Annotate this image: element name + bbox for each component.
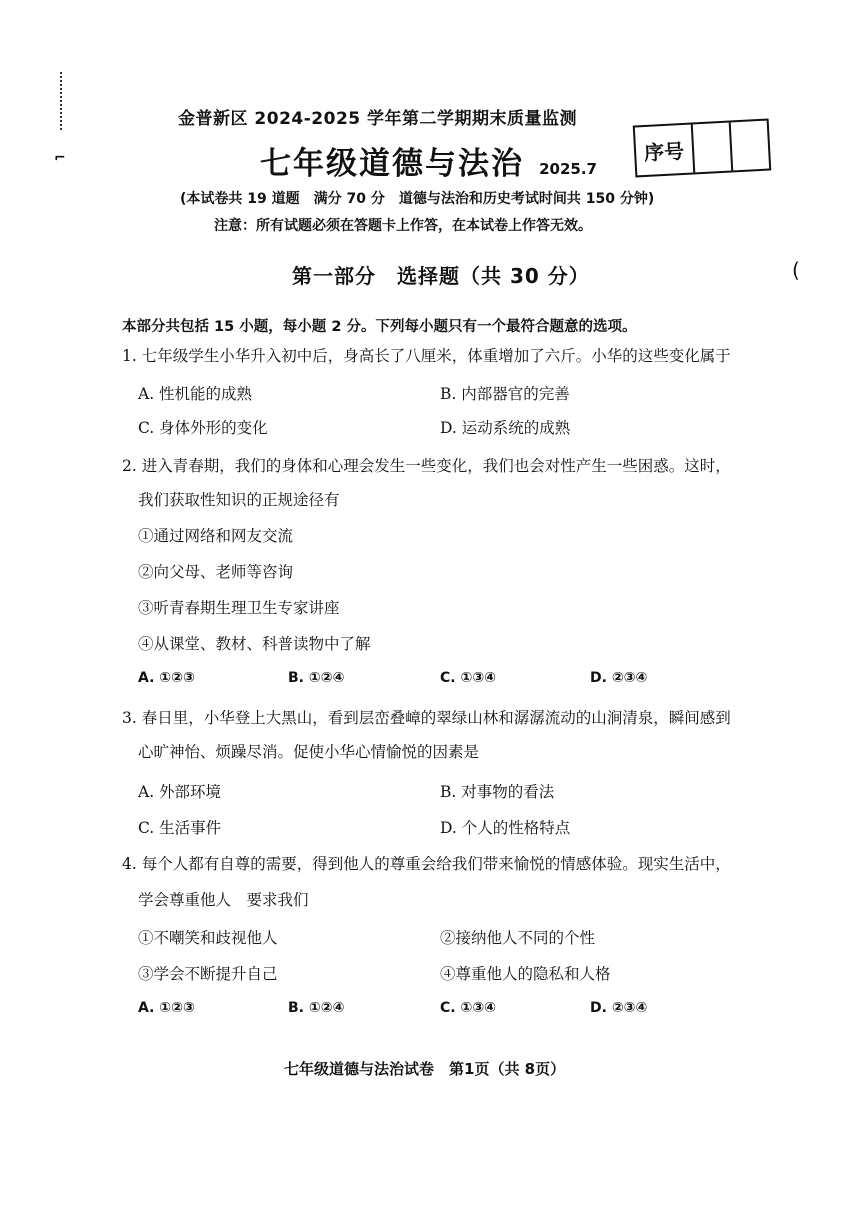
section-title: 第一部分 选择题（共 30 分） <box>292 264 590 288</box>
question-1-stem: 1. 七年级学生小华升入初中后，身高长了八厘米，体重增加了六斤。小华的这些变化属于 <box>122 347 731 365</box>
question-2-stem: 2. 进入青春期，我们的身体和心理会发生一些变化，我们也会对性产生一些困惑。这时， <box>122 457 731 475</box>
question-1-option-a: A. 性机能的成熟 <box>138 385 253 403</box>
serial-label: 序号 <box>635 124 695 175</box>
question-2-item-4: ④从课堂、教材、科普读物中了解 <box>138 635 371 653</box>
question-3-stem-cont: 心旷神怡、烦躁尽消。促使小华心情愉悦的因素是 <box>138 743 480 761</box>
question-4-option-b: B. ①②④ <box>288 1000 345 1016</box>
question-3-stem: 3. 春日里，小华登上大黑山，看到层峦叠嶂的翠绿山林和潺潺流动的山涧清泉，瞬间感到 <box>122 709 731 727</box>
question-3-option-a: A. 外部环境 <box>138 783 222 801</box>
title-row <box>260 138 597 183</box>
question-3-option-c: C. 生活事件 <box>138 819 222 837</box>
exam-date: 2025.7 <box>539 160 597 178</box>
question-1-option-b: B. 内部器官的完善 <box>440 385 570 403</box>
question-4-stem-cont: 学会尊重他人 要求我们 <box>138 891 309 909</box>
question-1-option-c: C. 身体外形的变化 <box>138 419 268 437</box>
margin-mark: ⌐ <box>54 150 66 166</box>
question-4-item-1: ①不嘲笑和歧视他人 <box>138 929 278 947</box>
serial-cell <box>729 121 769 171</box>
binding-dotted-line <box>60 72 62 130</box>
question-4-stem: 4. 每个人都有自尊的需要，得到他人的尊重会给我们带来愉悦的情感体验。现实生活中， <box>122 855 731 873</box>
question-2-item-2: ②向父母、老师等咨询 <box>138 563 294 581</box>
stray-mark: ( <box>792 258 800 282</box>
question-4-option-a: A. ①②③ <box>138 1000 195 1016</box>
question-2-option-a: A. ①②③ <box>138 670 195 686</box>
question-2-option-c: C. ①③④ <box>440 670 497 686</box>
question-4-item-4: ④尊重他人的隐私和人格 <box>440 965 611 983</box>
serial-cell <box>693 123 731 173</box>
question-4-option-c: C. ①③④ <box>440 1000 497 1016</box>
question-3-option-d: D. 个人的性格特点 <box>440 819 571 837</box>
question-2-stem-cont: 我们获取性知识的正规途径有 <box>138 491 340 509</box>
question-2-option-d: D. ②③④ <box>590 670 648 686</box>
question-4-item-2: ②接纳他人不同的个性 <box>440 929 596 947</box>
exam-header-line: 金普新区 2024-2025 学年第二学期期末质量监测 <box>178 109 578 129</box>
serial-number-box <box>633 118 772 177</box>
question-2-item-1: ①通过网络和网友交流 <box>138 527 294 545</box>
question-2-option-b: B. ①②④ <box>288 670 345 686</box>
question-4-item-3: ③学会不断提升自己 <box>138 965 278 983</box>
section-intro: 本部分共包括 15 小题，每小题 2 分。下列每小题只有一个最符合题意的选项。 <box>122 319 637 335</box>
notice: 注意：所有试题必须在答题卡上作答，在本试卷上作答无效。 <box>214 218 592 234</box>
question-3-option-b: B. 对事物的看法 <box>440 783 555 801</box>
question-2-item-3: ③听青春期生理卫生专家讲座 <box>138 599 340 617</box>
page-footer: 七年级道德与法治试卷 第1页（共 8页） <box>284 1060 566 1078</box>
question-1-option-d: D. 运动系统的成熟 <box>440 419 571 437</box>
page-title: 七年级道德与法治 <box>260 146 524 182</box>
exam-info: (本试卷共 19 道题 满分 70 分 道德与法治和历史考试时间共 150 分钟) <box>180 191 655 207</box>
question-4-option-d: D. ②③④ <box>590 1000 648 1016</box>
